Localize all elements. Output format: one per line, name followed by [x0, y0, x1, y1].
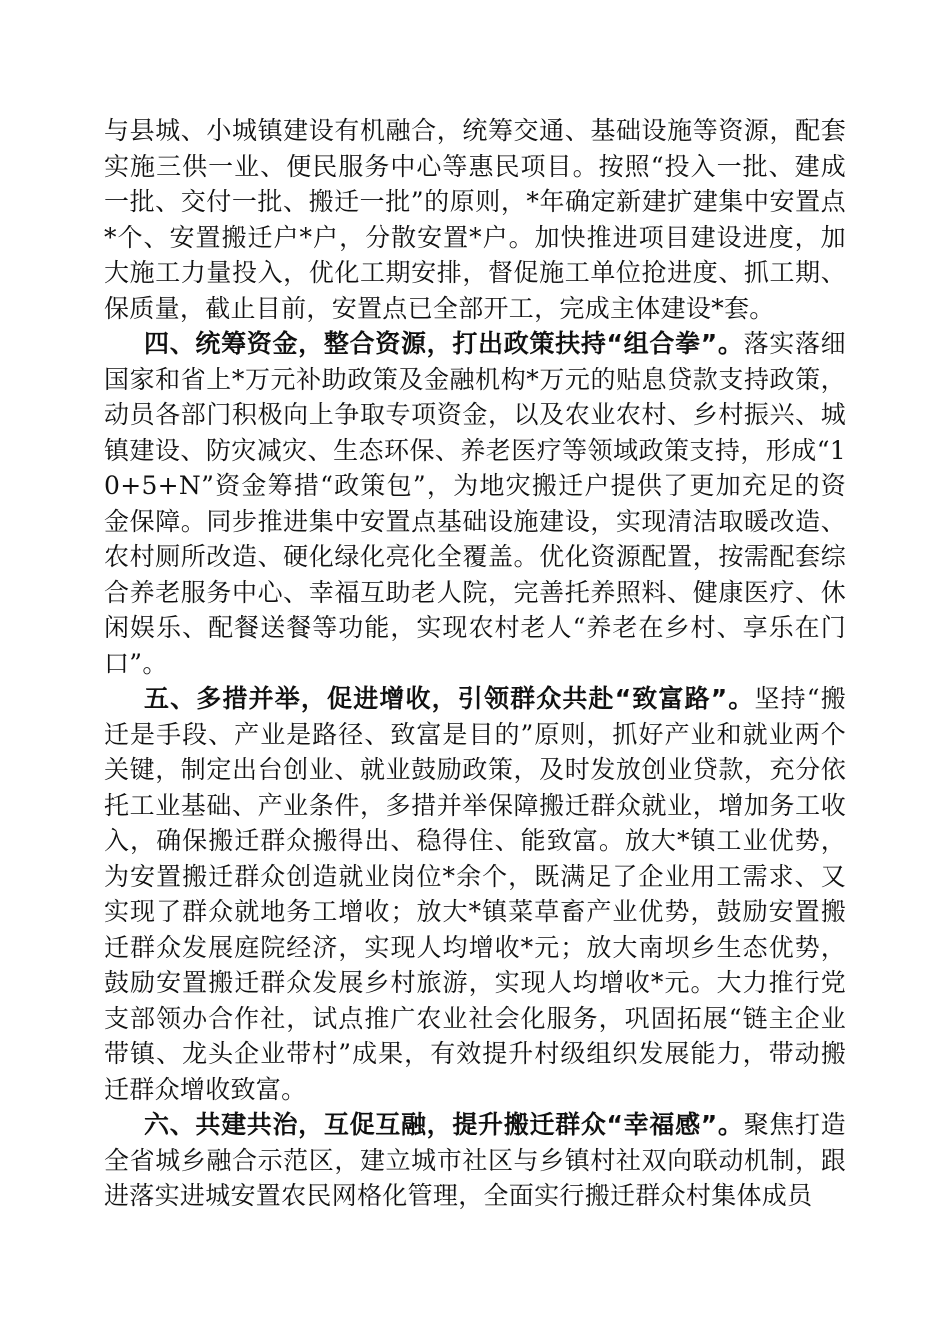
paragraph-section-5: [104, 681, 846, 1107]
paragraph-section-6: [104, 1107, 846, 1214]
section-5-text: 坚持“搬迁是手段、产业是路径、致富是目的”原则，抓好产业和就业两个关键，制定出台创业、就业鼓励政策，及时发放创业贷款，充分依托工业基础、产业条件，多措并举保障搬迁群众就业，增加务工收入，确保搬迁群众搬得出、稳得住、能致富。放大*镇工业优势，为安置搬迁群众创造就业岗位*余个，既满足了企业用工需求、又实现了群众就地务工增收；放大*镇菜草畜产业优势，鼓励安置搬迁群众发展庭院经济，实现人均增收*元；放大南坝乡生态优势，鼓励安置搬迁群众发展乡村旅游，实现人均增收*元。大力推行党支部领办合作社，试点推广农业社会化服务，巩固拓展“链主企业带镇、龙头企业带村”成果，有效提升村级组织发展能力，带动搬迁群众增收致富。: [104, 684, 846, 1104]
paragraph-text: 与县城、小城镇建设有机融合，统筹交通、基础设施等资源，配套实施三供一业、便民服务中心等惠民项目。按照“投入一批、建成一批、交付一批、搬迁一批”的原则，*年确定新建扩建集中安置点*个、安置搬迁户*户，分散安置*户。加快推进项目建设进度，加大施工力量投入，优化工期安排，督促施工单位抢进度、抓工期、保质量，截止目前，安置点已全部开工，完成主体建设*套。: [104, 116, 846, 323]
section-6-heading: 六、共建共治，互促互融，提升搬迁群众“幸福感”。: [144, 1110, 744, 1139]
document-body: [104, 113, 846, 1214]
section-5-heading: 五、多措并举，促进增收，引领群众共赴“致富路”。: [144, 684, 755, 713]
section-4-heading: 四、统筹资金，整合资源，打出政策扶持“组合拳”。: [144, 329, 744, 358]
section-6-text: 聚焦打造全省城乡融合示范区，建立城市社区与乡镇村社双向联动机制，跟进落实进城安置农民网格化管理，全面实行搬迁群众村集体成员: [104, 1110, 846, 1210]
paragraph-continuation: [104, 113, 846, 326]
section-4-text: 落实落细国家和省上*万元补助政策及金融机构*万元的贴息贷款支持政策，动员各部门积极向上争取专项资金，以及农业农村、乡村振兴、城镇建设、防灾减灾、生态环保、养老医疗等领域政策支持，形成“10+5+N”资金筹措“政策包”，为地灾搬迁户提供了更加充足的资金保障。同步推进集中安置点基础设施建设，实现清洁取暖改造、农村厕所改造、硬化绿化亮化全覆盖。优化资源配置，按需配套综合养老服务中心、幸福互助老人院，完善托养照料、健康医疗、休闲娱乐、配餐送餐等功能，实现农村老人“养老在乡村、享乐在门口”。: [104, 329, 846, 678]
paragraph-section-4: [104, 326, 846, 681]
